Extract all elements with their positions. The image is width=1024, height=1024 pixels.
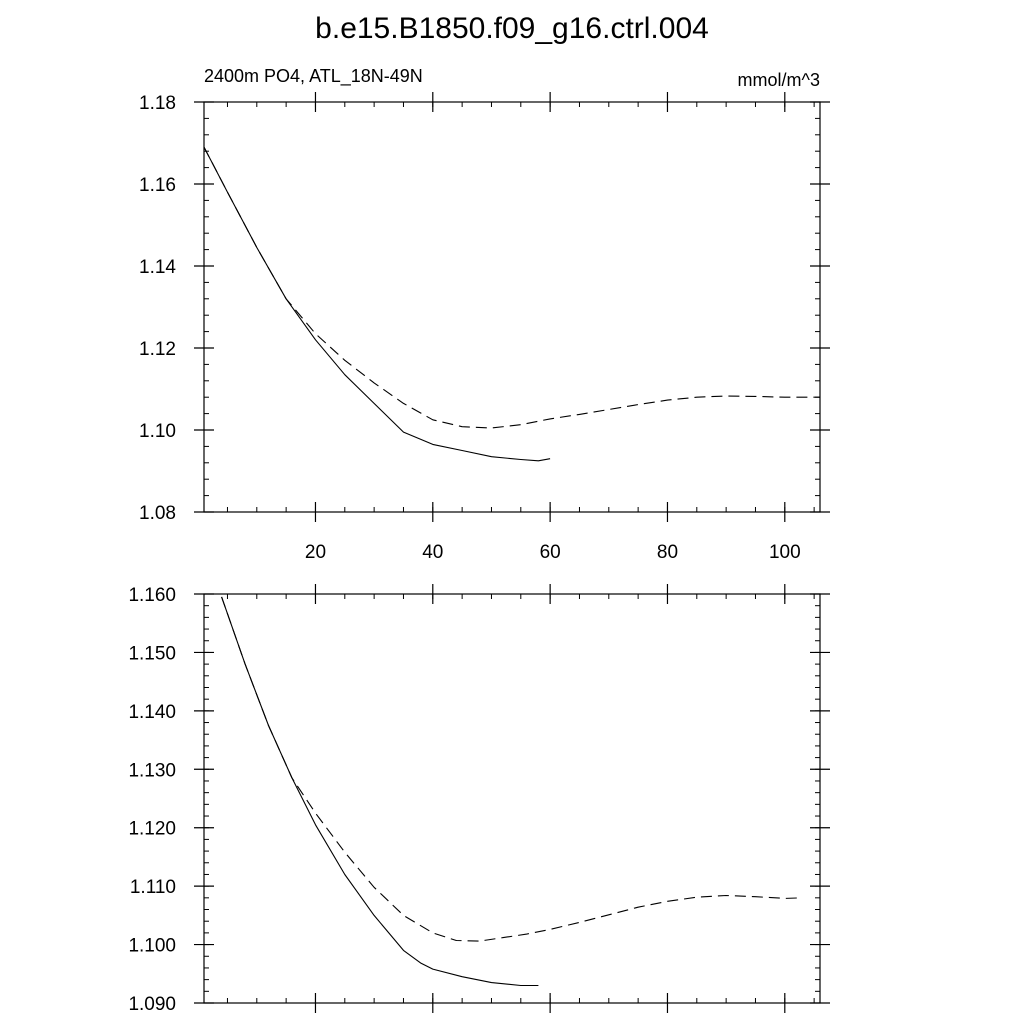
dashed-series-line: [204, 147, 820, 428]
y-tick-label: 1.130: [128, 760, 176, 782]
dashed-series-line: [222, 597, 803, 941]
y-tick-label: 1.120: [128, 818, 176, 840]
panel-left-label: 2400m PO4, ATL_18N-49N: [204, 66, 423, 86]
y-tick-label: 1.08: [139, 503, 176, 524]
solid-series-line: [204, 147, 550, 461]
y-tick-label: 1.12: [139, 339, 176, 360]
y-tick-label: 1.140: [128, 701, 176, 723]
x-tick-label: 80: [656, 542, 679, 563]
x-tick-label: 20: [304, 542, 327, 563]
x-tick-label: 60: [539, 542, 561, 563]
top-panel: [139, 92, 830, 563]
y-tick-label: 1.090: [128, 994, 176, 1015]
y-tick-label: 1.10: [139, 421, 176, 442]
plot-frame: [204, 594, 820, 1003]
y-tick-label: 1.14: [139, 257, 176, 278]
bottom-panel: [128, 584, 830, 1015]
figure-title: b.e15.B1850.f09_g16.ctrl.004: [315, 12, 709, 45]
solid-series-line: [222, 597, 539, 986]
y-tick-label: 1.160: [128, 585, 176, 606]
plot-frame: [204, 102, 820, 512]
y-tick-label: 1.150: [128, 643, 176, 665]
y-tick-label: 1.18: [139, 93, 176, 114]
units-label: mmol/m^3: [737, 70, 820, 90]
x-tick-label: 40: [422, 542, 444, 563]
y-tick-label: 1.100: [128, 935, 176, 957]
y-tick-label: 1.110: [129, 877, 176, 899]
y-tick-label: 1.16: [139, 175, 176, 196]
x-tick-label: 100: [768, 542, 801, 563]
